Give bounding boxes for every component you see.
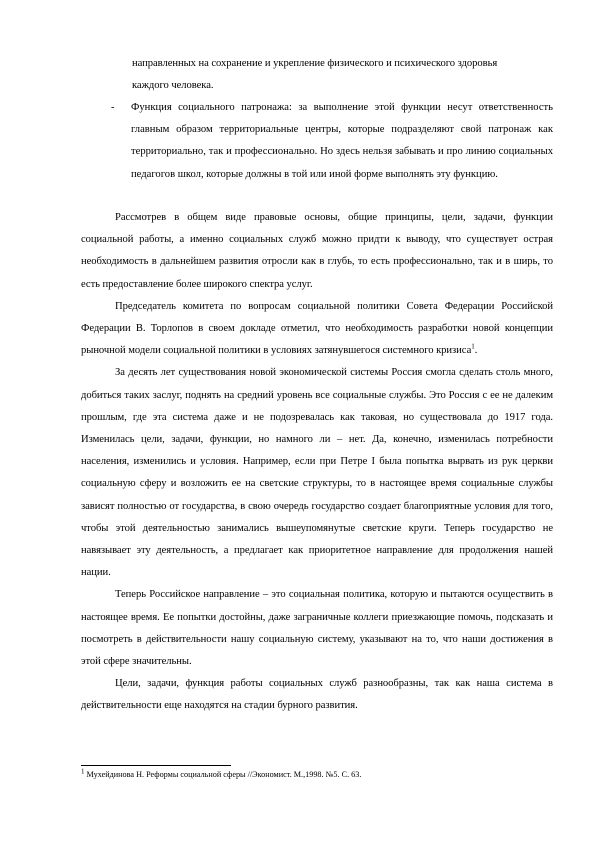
paragraph-5: Цели, задачи, функция работы социальных служб разнообразны, так как наша система в действительности еще находятся на стадии бурного развития. xyxy=(81,678,553,712)
continued-line-2: каждого человека. xyxy=(132,80,214,92)
paragraph-1: Рассмотрев в общем виде правовые основы, общие принципы, цели, задачи, функции социальной работы, а именно социальных служб можно придти к выводу, что существует острая необходимость в дальнейшем развития отросли как в глубь, то есть профессионально, так и в ширь, то есть предоставление более широкого спектра услуг. xyxy=(81,212,553,290)
footnote-ref: 1 xyxy=(471,342,475,351)
paragraph-2-end: . xyxy=(474,345,478,357)
paragraph-2-text: Председатель комитета по вопросам социальной политики Совета Федерации Российской Федерации В. Торлопов в своем докладе отметил, что необходимость разработки новой концепции рыночной модели социальной политики в условиях затянувшегося системного кризиса xyxy=(81,300,553,357)
footnote-divider xyxy=(81,765,231,766)
paragraph-2 xyxy=(81,296,553,363)
bullet-text: Функция социального патронажа: за выполнение этой функции несут ответственность главным образом территориальные центры, которые подразделяют свой патронаж как территориально, так и профессионально. Но здесь нельзя забывать и про линию социальных педагогов школ, которые должны в той или иной форме выполнять эту функцию. xyxy=(131,102,553,180)
footnote xyxy=(81,769,553,781)
continued-line-1: направленных на сохранение и укрепление физического и психического здоровья xyxy=(132,58,498,69)
footnote-text: Мухейдинова Н. Реформы социальной сферы //Экономист. М.,1998. №5. С. 63. xyxy=(84,770,362,779)
footnote-mark: 1 xyxy=(81,767,85,776)
paragraph-4: Теперь Российское направление – это социальная политика, которую и пытаются осуществить в настоящее время. Ее попытки достойны, даже заграничные коллеги приезжающие помочь, подсказать и посмотреть в действительности нашу социальную систему, указывают на то, что наши достижения в этой сфере значительны. xyxy=(81,589,553,668)
paragraph-3: За десять лет существования новой экономической системы Россия смогла сделать столь много, добиться таких заслуг, поднять на средний уровень все социальные службы. Это Россия с ее не далеким прошлым, где эта система даже и не подозревалась как таковая, но существовала до 1917 года. Изменилась цели, задачи, функции, но намного ли – нет. Да, конечно, изменилась потребности населения, изменились и условия. Например, если при Петре I была попытка вырвать из рук церкви социальную сферу и возложить ее на светские структуры, то в настоящее время социальные службы зависят полностью от государства, в свою очередь государство создает благоприятные условия для того, чтобы этой деятельностью занимались вышеупомянутые светские круги. Теперь государство не навязывает эту деятельность, а предлагает как приоритетное направление для продолжения нашей нации. xyxy=(81,367,553,579)
body-text xyxy=(81,207,553,718)
bullet-item xyxy=(111,97,553,186)
bullet-dash: - xyxy=(111,102,115,113)
continued-list-item xyxy=(81,53,553,97)
